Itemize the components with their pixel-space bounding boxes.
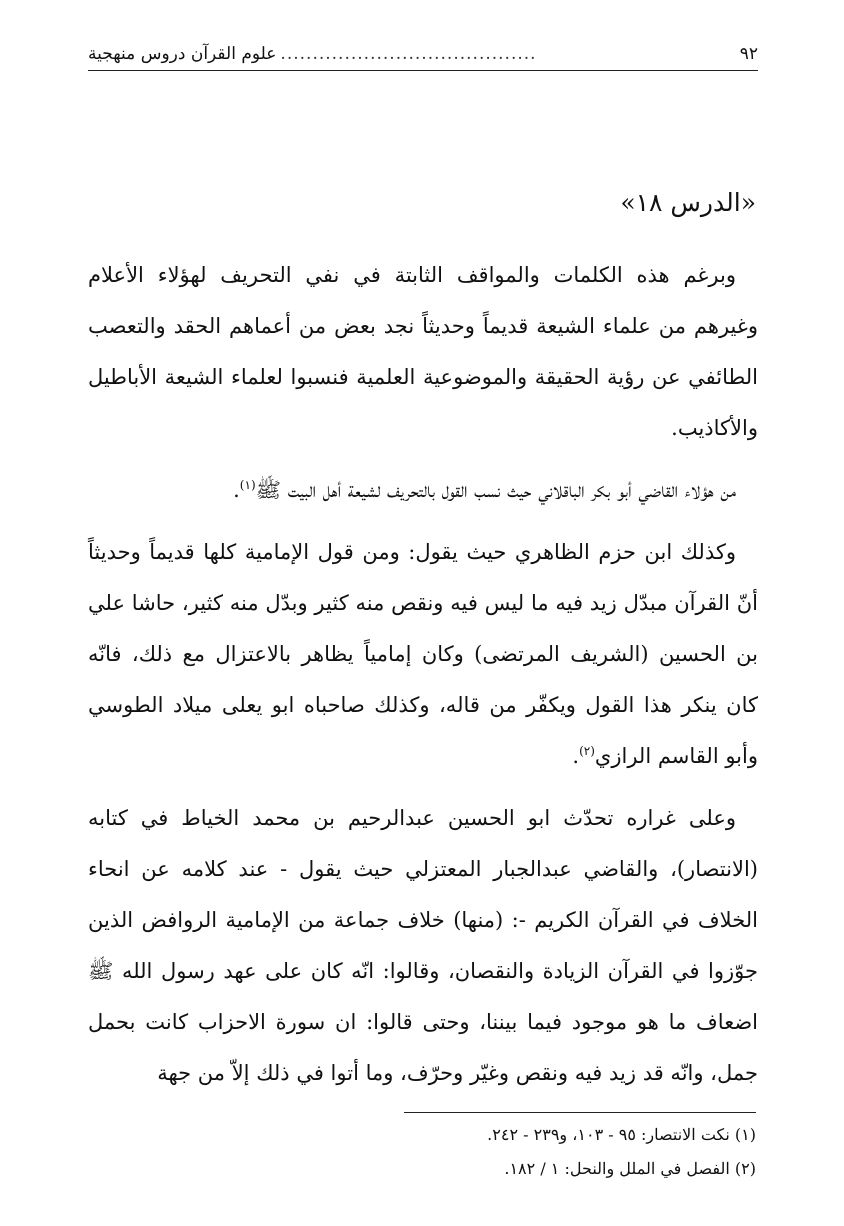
paragraph-ending: . — [233, 478, 240, 502]
paragraph — [88, 250, 758, 454]
paragraph — [88, 793, 758, 1099]
footnote-reference: (١) — [239, 478, 256, 492]
paragraph-text: وعلى غراره تحدّث ابو الحسين عبدالرحيم بن محمد الخياط في كتابه (الانتصار)، والقاضي عبدالجبار المعتزلي حيث يقول - عند كلامه عن انحاء الخلاف في القرآن الكريم -: (منها) خلاف جماعة من الإمامية الروافض الذين جوّزوا في القرآن الزيادة والنقصان، وقالوا: انّه كان على عهد رسول الله ﷺ اضعاف ما هو موجود فيما بيننا، وحتى قالوا: ان سورة الاحزاب كانت بحمل جمل، وانّه قد زيد فيه ونقص وغيّر وحرّف، وما أتوا في ذلك إلاّ من جهة — [88, 806, 758, 1085]
lesson-title: «الدرس ١٨» — [620, 188, 756, 217]
footnotes — [86, 1118, 756, 1186]
body-text — [88, 250, 758, 1099]
running-header — [88, 36, 758, 71]
honorific-symbol: ﷺ — [255, 478, 281, 502]
paragraph-text: من هؤلاء القاضي أبو بكر الباقلاني حيث نسب القول بالتحريف لشيعة أهل البيت — [287, 478, 736, 502]
book-title: علوم القرآن دروس منهجية — [88, 44, 277, 64]
page-number: ٩٢ — [739, 44, 758, 64]
footnote-divider — [404, 1112, 756, 1113]
footnote-item: (٢) الفصل في الملل والنحل: ١ / ١٨٢. — [504, 1159, 756, 1178]
paragraph-text: وكذلك ابن حزم الظاهري حيث يقول: ومن قول الإمامية كلها قديماً وحديثاً أنّ القرآن مبدّل زيد فيه ما ليس فيه ونقص منه كثير وبدّل منه كثير، حاشا علي بن الحسين (الشريف المرتضى) وكان إمامياً يظاهر بالاعتزال مع ذلك، فانّه كان ينكر هذا القول ويكفّر من قاله، وكذلك صاحباه ابو يعلى ميلاد الطوسي وأبو القاسم الرازي — [88, 540, 758, 768]
paragraph — [88, 465, 758, 516]
paragraph-text: وبرغم هذه الكلمات والمواقف الثابتة في نفي التحريف لهؤلاء الأعلام وغيرهم من علماء الشيعة قديماً وحديثاً نجد بعض من أعماهم الحقد والتعصب الطائفي عن رؤية الحقيقة والموضوعية العلمية فنسبوا لعلماء الشيعة الأباطيل والأكاذيب. — [88, 263, 758, 440]
footnote-item: (١) نكت الانتصار: ٩٥ - ١٠٣، و٢٣٩ - ٢٤٢. — [487, 1125, 756, 1144]
footnote-reference: (٢) — [579, 744, 595, 758]
paragraph-ending: . — [572, 744, 580, 768]
header-leader-dots: ........................................ — [280, 44, 537, 64]
paragraph — [88, 527, 758, 782]
